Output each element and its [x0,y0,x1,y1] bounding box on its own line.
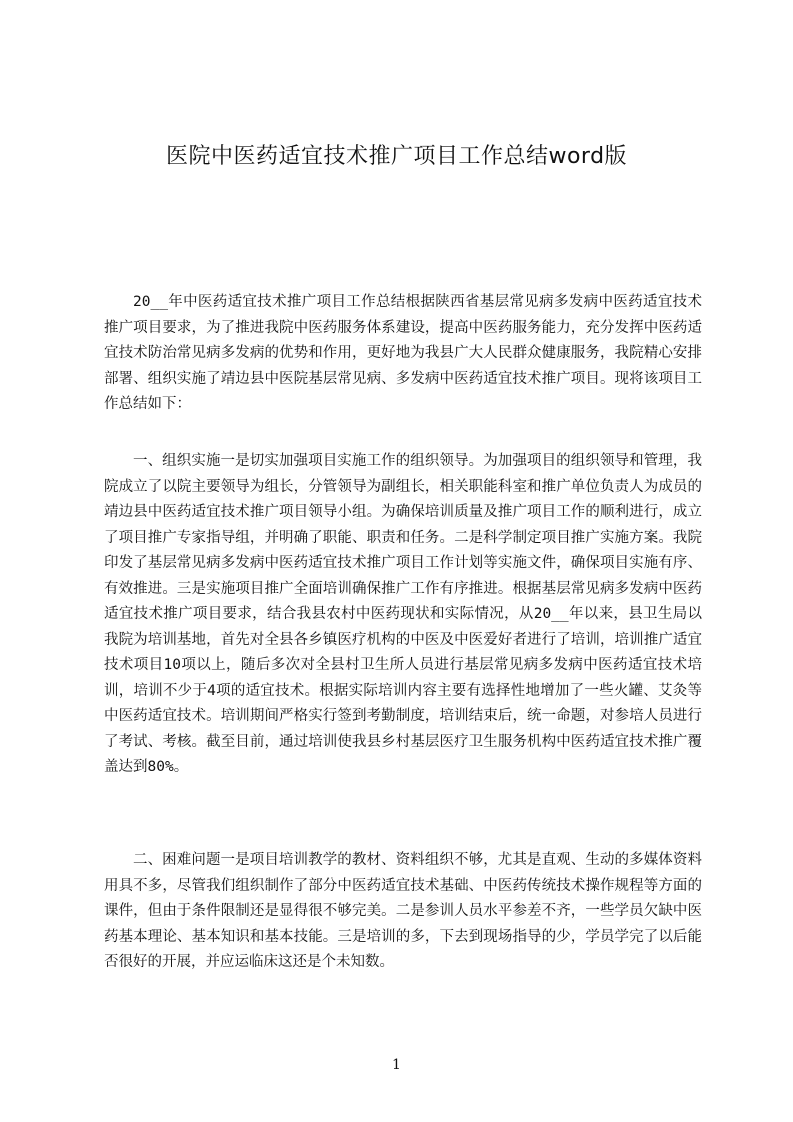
intro-paragraph: 20__年中医药适宜技术推广项目工作总结根据陕西省基层常见病多发病中医药适宜技术推广项目要求，为了推进我院中医药服务体系建设，提高中医药服务能力，充分发挥中医药适宜技术防治常见病多发病的优势和作用，更好地为我县广大人民群众健康服务，我院精心安排部署、组织实施了靖边县中医院基层常见病、多发病中医药适宜技术推广项目。现将该项目工作总结如下： [104,294,702,412]
section-organization-paragraph: 一、组织实施一是切实加强项目实施工作的组织领导。为加强项目的组织领导和管理，我院成立了以院主要领导为组长，分管领导为副组长，相关职能科室和推广单位负责人为成员的靖边县中医药适宜技术推广项目领导小组。为确保培训质量及推广项目工作的顺利进行，成立了项目推广专家指导组，并明确了职能、职责和任务。二是科学制定项目推广实施方案。我院印发了基层常见病多发病中医药适宜技术推广项目工作计划等实施文件，确保项目实施有序、有效推进。三是实施项目推广全面培训确保推广工作有序推进。根据基层常见病多发病中医药适宜技术推广项目要求，结合我县农村中医药现状和实际情况，从20__年以来，县卫生局以我院为培训基地，首先对全县各乡镇医疗机构的中医及中医爱好者进行了培训，培训推广适宜技术项目10项以上，随后多次对全县村卫生所人员进行基层常见病多发病中医药适宜技术培训，培训不少于4项的适宜技术。根据实际培训内容主要有选择性地增加了一些火罐、艾灸等中医药适宜技术。培训期间严格实行签到考勤制度，培训结束后，统一命题，对参培人员进行了考试、考核。截至目前，通过培训使我县乡村基层医疗卫生服务机构中医药适宜技术推广覆盖达到80%。 [104,453,702,775]
page-number: 1 [392,1057,401,1073]
section-difficulties-paragraph: 二、困难问题一是项目培训教学的教材、资料组织不够，尤其是直观、生动的多媒体资料用具不多，尽管我们组织制作了部分中医药适宜技术基础、中医药传统技术操作规程等方面的课件，但由于条件限制还是显得很不够完美。二是参训人员水平参差不齐，一些学员欠缺中医药基本理论、基本知识和基本技能。三是培训的多，下去到现场指导的少，学员学完了以后能否很好的开展，并应运临床这还是个未知数。 [104,852,702,970]
document-title: 医院中医药适宜技术推广项目工作总结word版 [165,144,628,169]
